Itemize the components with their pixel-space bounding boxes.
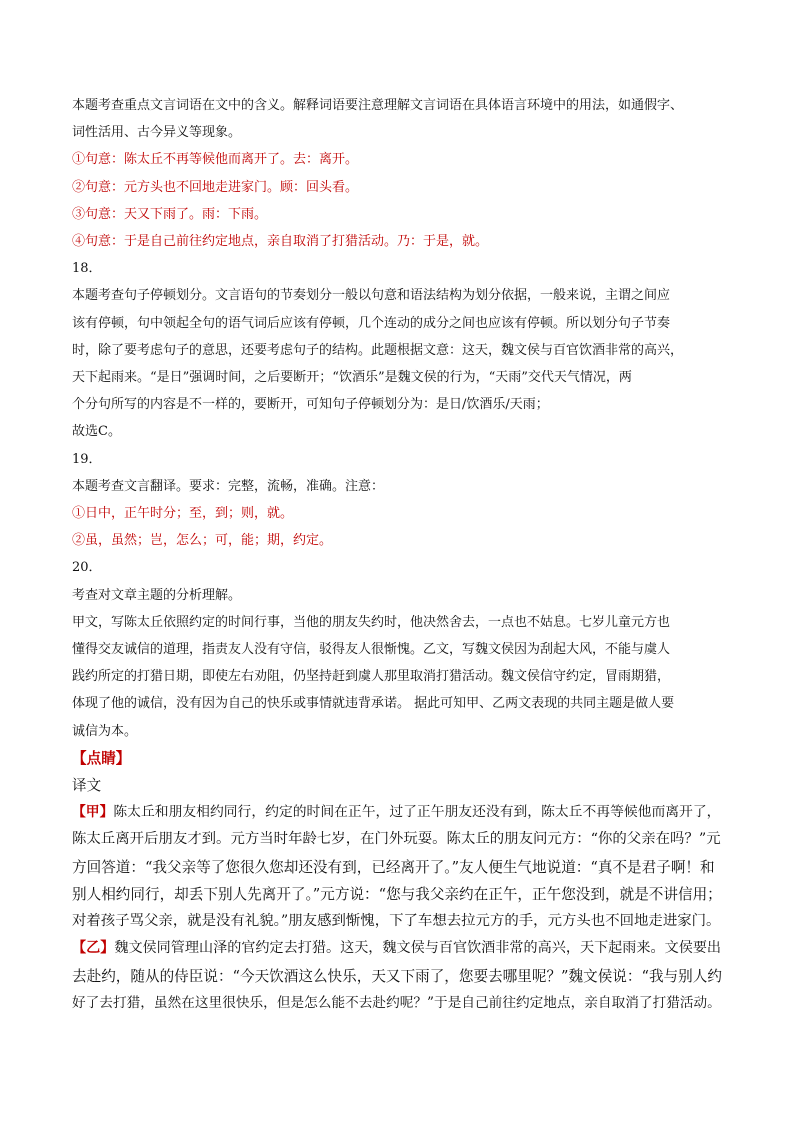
jia-translation-line: 方回答道：“我父亲等了您很久您却还没有到，已经离开了。”友人便生气地说道：“真不是君子啊！和 <box>72 858 715 876</box>
q19-item: ①日中，正午时分；至，到；则，就。 <box>72 506 294 522</box>
q20-line: 体现了他的诚信，没有因为自己的快乐或事情就违背承诺。 据此可知甲、乙两文表现的共同主题是做人要 <box>72 696 675 712</box>
q17-item: ②句意：元方头也不回地走进家门。顾：回头看。 <box>72 179 359 195</box>
jia-line-text: 陈太丘和朋友相约同行，约定的时间在正午，过了正午朋友还没有到，陈太丘不再等候他而离开了， <box>113 804 721 821</box>
q18-line: 个分句所写的内容是不一样的，要断开，可知句子停顿划分为：是日/饮酒乐/天雨； <box>72 397 549 413</box>
q18-line: 故选C。 <box>72 424 121 440</box>
q17-intro-line: 词性活用、古今异义等现象。 <box>72 125 242 141</box>
q18-line: 时，除了要考虑句子的意思，还要考虑句子的结构。此题根据文意：这天，魏文侯与百官饮酒非常的高兴， <box>72 342 684 358</box>
dianjing-heading: 【点睛】 <box>72 749 131 767</box>
translation-label: 译文 <box>72 777 102 795</box>
q20-line: 甲文，写陈太丘依照约定的时间行事，当他的朋友失约时，他决然舍去，一点也不姑息。七岁儿童元方也 <box>72 614 671 630</box>
q17-intro-line: 本题考查重点文言词语在文中的含义。解释词语要注意理解文言词语在具体语言环境中的用法，如通假字、 <box>72 98 684 113</box>
yi-translation-line: 好了去打猎，虽然在这里很快乐，但是怎么能不去赴约呢？”于是自己前往约定地点，亲自取消了打猎活动。 <box>72 994 721 1011</box>
q20-line: 诚信为本。 <box>72 723 138 739</box>
jia-translation-line: 对着孩子骂父亲，就是没有礼貌。”朋友感到惭愧，下了车想去拉元方的手，元方头也不回地走进家门。 <box>72 913 721 930</box>
q18-line: 天下起雨来。“是日”强调时间，之后要断开；“饮酒乐”是魏文侯的行为，“天雨”交代天气情况，两 <box>72 370 632 386</box>
q20-line: 践约所定的打猎日期，即使左右劝阻，仍坚持赶到虞人那里取消打猎活动。魏文侯信守约定，冒雨期猎， <box>72 669 671 685</box>
q17-item: ①句意：陈太丘不再等候他而离开了。去：离开。 <box>72 152 359 168</box>
q19-item: ②虽，虽然；岂，怎么；可，能；期，约定。 <box>72 533 333 549</box>
q19-number: 19． <box>72 451 102 467</box>
jia-translation-line <box>72 799 724 826</box>
q17-item: ④句意：于是自己前往约定地点，亲自取消了打猎活动。乃：于是，就。 <box>72 234 489 250</box>
yi-line-text: 魏文侯同管理山泽的官约定去打猎。这天，魏文侯与百官饮酒非常的高兴，天下起雨来。文侯要出 <box>114 940 722 957</box>
yi-tag: 【乙】 <box>72 940 115 957</box>
q19-intro: 本题考查文言翻译。要求：完整，流畅，准确。注意： <box>72 478 385 494</box>
yi-translation-line: 去赴约，随从的侍臣说：“今天饮酒这么快乐，天又下雨了，您要去哪里呢？”魏文侯说：“我与别人约 <box>72 967 722 985</box>
q18-line: 本题考查句子停顿划分。文言语句的节奏划分一般以句意和语法结构为划分依据，一般来说，主谓之间应 <box>72 288 671 304</box>
yi-translation-line <box>72 935 724 962</box>
q18-number: 18． <box>72 261 102 277</box>
jia-translation-line: 别人相约同行，却丢下别人先离开了。”元方说：“您与我父亲约在正午，正午您没到，就是不讲信用； <box>72 885 722 903</box>
jia-tag: 【甲】 <box>72 804 114 821</box>
answer-document <box>72 92 724 1017</box>
q20-number: 20． <box>72 560 102 576</box>
q18-line: 该有停顿，句中领起全句的语气词后应该有停顿，几个连动的成分之间也应该有停顿。所以划分句子节奏 <box>72 315 671 331</box>
q17-item: ③句意：天又下雨了。雨：下雨。 <box>72 206 268 222</box>
jia-translation-line: 陈太丘离开后朋友才到。元方当时年龄七岁，在门外玩耍。陈太丘的朋友问元方：“你的父亲在吗？”元 <box>72 831 721 848</box>
q20-line: 考查对文章主题的分析理解。 <box>72 587 242 603</box>
q20-line: 懂得交友诚信的道理，指责友人没有守信，驳得友人很惭愧。乙文，写魏文侯因为刮起大风，不能与虞人 <box>72 642 671 658</box>
